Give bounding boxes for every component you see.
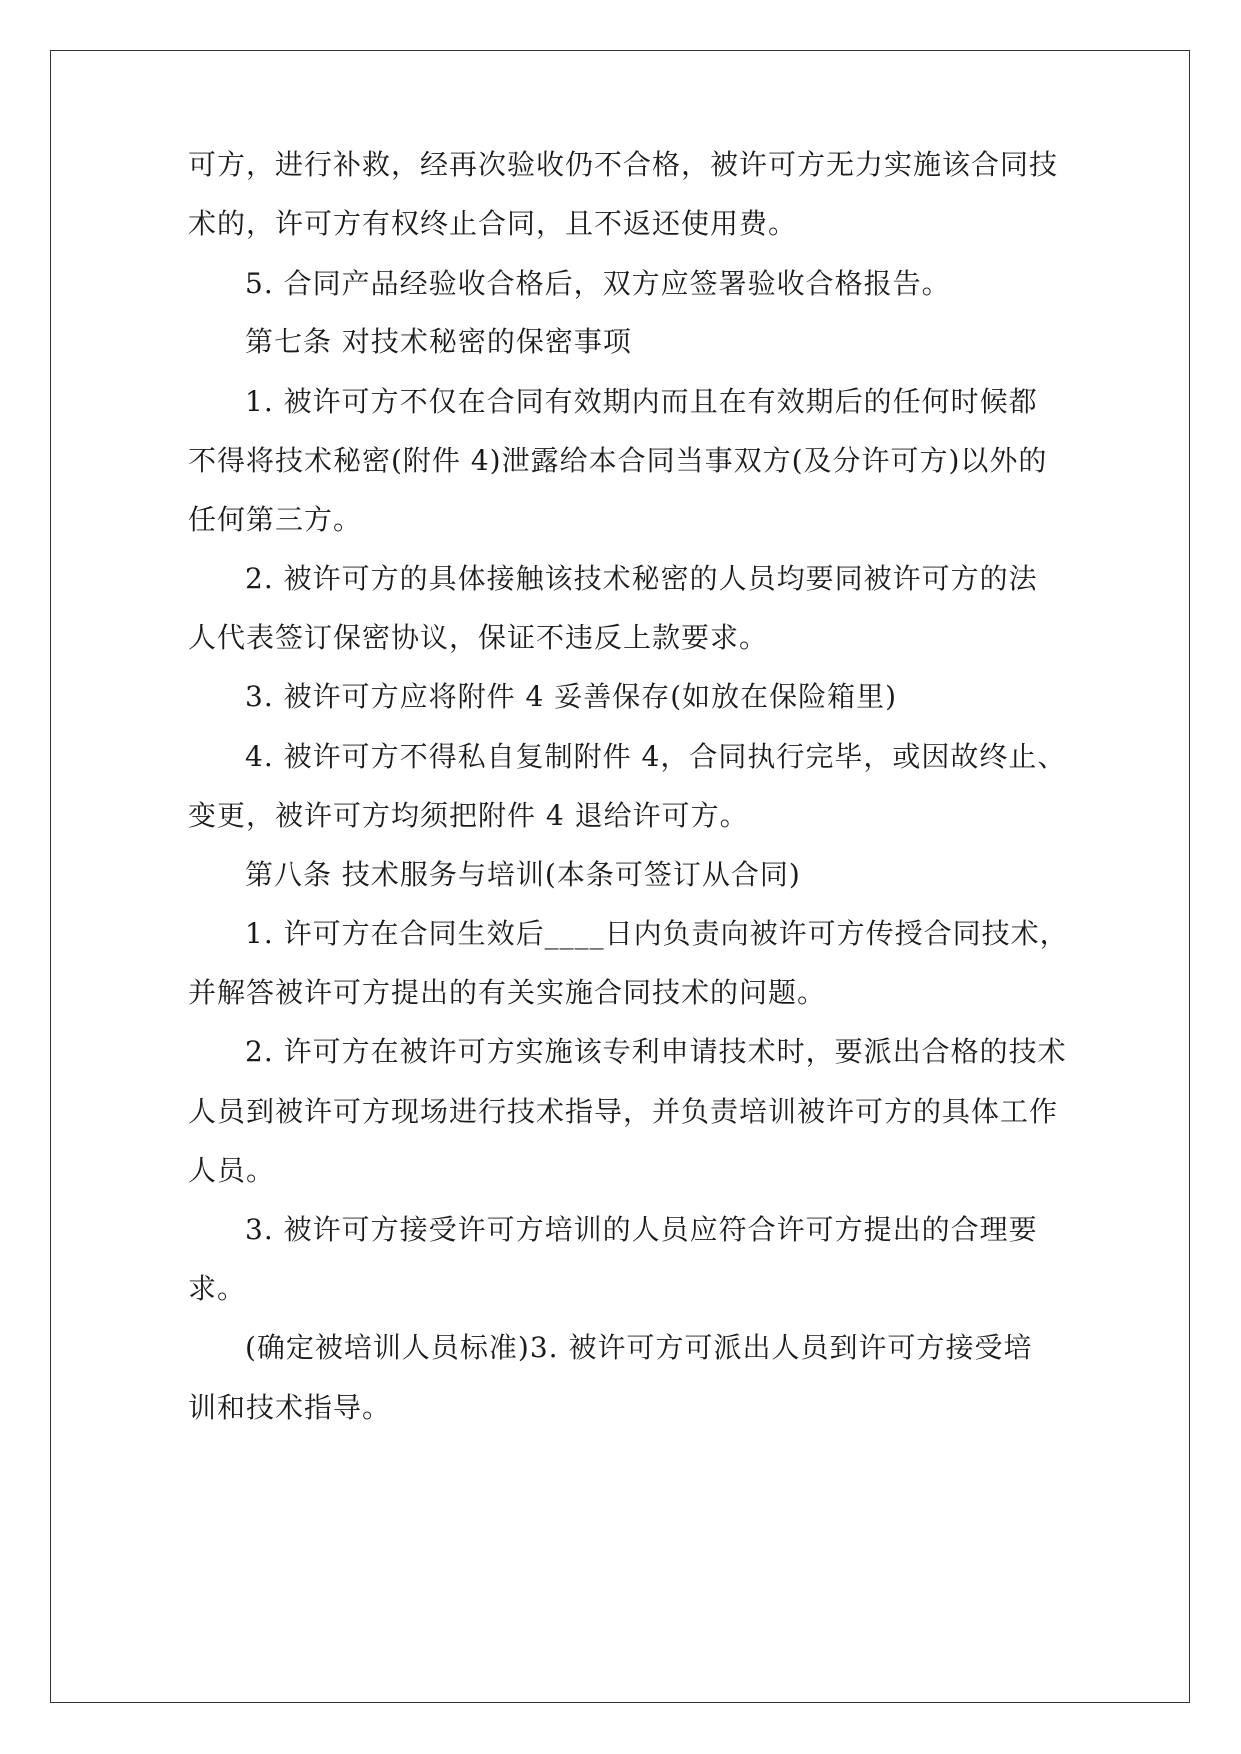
section-heading: 第八条 技术服务与培训(本条可签订从合同) <box>245 858 801 891</box>
text-line: 训和技术指导。 <box>188 1391 392 1424</box>
text-line: 人代表签订保密协议，保证不违反上款要求。 <box>188 621 769 654</box>
text-line: 3. 被许可方应将附件 4 妥善保存(如放在保险箱里) <box>245 680 898 713</box>
text-line: 任何第三方。 <box>188 503 363 536</box>
text-line: 不得将技术秘密(附件 4)泄露给本合同当事双方(及分许可方)以外的 <box>188 444 1048 477</box>
text-line: (确定被培训人员标准)3. 被许可方可派出人员到许可方接受培 <box>245 1331 1033 1364</box>
text-line: 1. 许可方在合同生效后____日内负责向被许可方传授合同技术， <box>245 917 1069 950</box>
text-line: 可方，进行补救，经再次验收仍不合格，被许可方无力实施该合同技 <box>188 148 1059 181</box>
text-line: 并解答被许可方提出的有关实施合同技术的问题。 <box>188 976 827 1009</box>
text-line: 变更，被许可方均须把附件 4 退给许可方。 <box>188 799 749 832</box>
text-line: 3. 被许可方接受许可方培训的人员应符合许可方提出的合理要 <box>245 1213 1038 1246</box>
text-line: 求。 <box>188 1272 247 1305</box>
text-line: 术的，许可方有权终止合同，且不返还使用费。 <box>188 207 798 240</box>
text-line: 4. 被许可方不得私自复制附件 4，合同执行完毕，或因故终止、 <box>245 740 1067 773</box>
text-line: 2. 被许可方的具体接触该技术秘密的人员均要同被许可方的法 <box>245 562 1038 595</box>
text-line: 人员。 <box>188 1154 276 1187</box>
text-line: 人员到被许可方现场进行技术指导，并负责培训被许可方的具体工作 <box>188 1095 1059 1128</box>
text-line: 2. 许可方在被许可方实施该专利申请技术时，要派出合格的技术 <box>245 1035 1067 1068</box>
section-heading: 第七条 对技术秘密的保密事项 <box>245 325 632 358</box>
text-line: 1. 被许可方不仅在合同有效期内而且在有效期后的任何时候都 <box>245 385 1038 418</box>
text-line: 5. 合同产品经验收合格后，双方应签署验收合格报告。 <box>245 267 951 300</box>
